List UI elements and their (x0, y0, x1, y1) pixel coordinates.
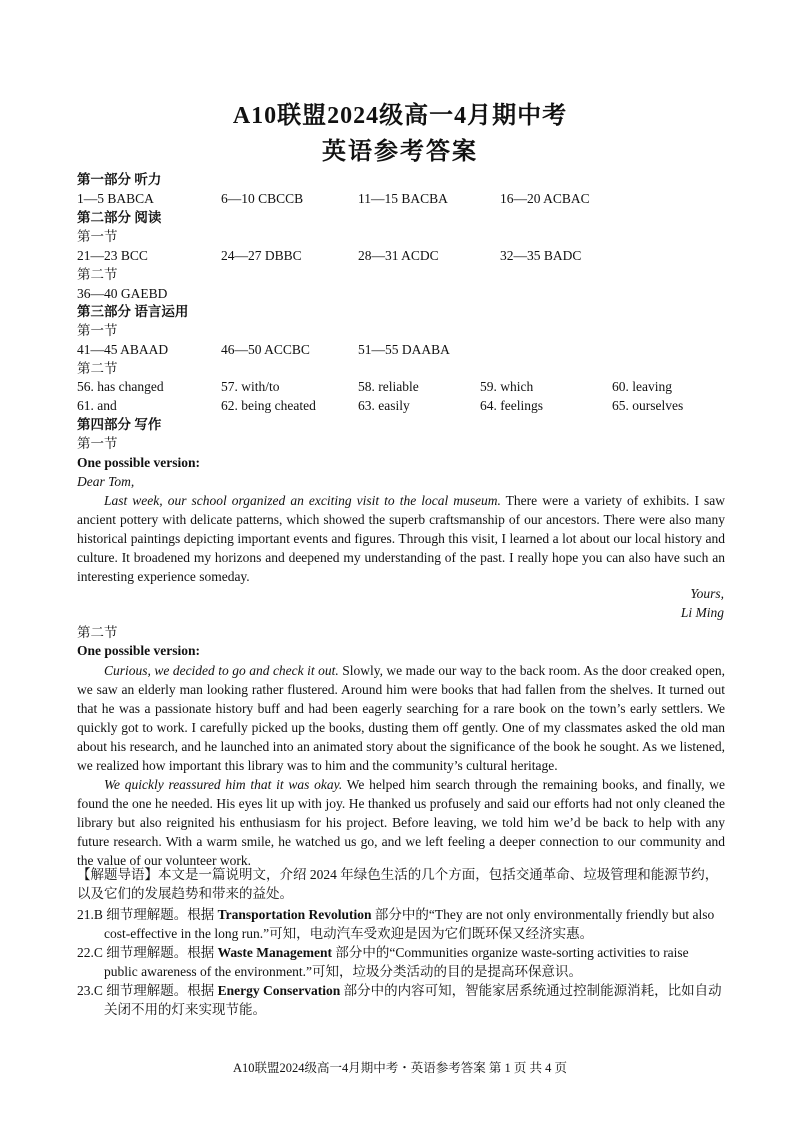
title-exam-name: A10联盟2024级高一4月期中考 (232, 103, 568, 129)
question-22-explanation: 22.C 细节理解题。根据 Waste Management 部分中的“Communities organize waste-sorting activities to raise public awareness of the environment.”可知，垃圾分类活动的目的是提高环保意识。 (77, 945, 689, 979)
section-label: 第二节 (77, 625, 118, 640)
story-p1-body: Slowly, we made our way to the back room. As the door creaked open, we saw an elderly man looking rather flustered. Around him were books that had fallen from the shelves. It turned out that he was a passionate history buff and had been eagerly searching for a rare book on the town’s early settlers. We quickly got to work. I carefully picked up the books, dusting them off gently. One of my classmates asked the old man about his research, and he launched into an animated story about the significance of the book he sought. As we listened, we realized how important this library was to him and the community’s cultural heritage. (77, 663, 725, 773)
title-answer-key: 英语参考答案 (322, 139, 478, 165)
part4-header: 第四部分 写作 (77, 417, 162, 432)
answer-group: 36—40 GAEBD (77, 286, 168, 301)
letter-closing: Yours, (690, 586, 724, 601)
letter-greeting: Dear Tom, (77, 474, 135, 489)
fill-answer: 65. ourselves (612, 398, 684, 413)
answer-group: 41—45 ABAAD (77, 342, 169, 357)
guide-text: 【解题导语】本文是一篇说明文，介绍 2024 年绿色生活的几个方面，包括交通革命、垃圾管理和能源节约，以及它们的发展趋势和带来的益处。 (77, 867, 719, 901)
possible-version-label: One possible version: (77, 455, 201, 470)
fill-answer: 60. leaving (612, 379, 672, 394)
part2-header: 第二部分 阅读 (77, 210, 162, 225)
answer-group: 51—55 DAABA (358, 342, 450, 357)
answer-group: 11—15 BACBA (358, 191, 448, 206)
letter-body (77, 491, 725, 586)
fill-answer: 57. with/to (221, 379, 280, 394)
answer-group: 16—20 ACBAC (500, 191, 590, 206)
story-p1-opening: Curious, we decided to go and check it out. (104, 663, 339, 678)
answer-group: 32—35 BADC (500, 248, 582, 263)
section-label: 第一节 (77, 436, 118, 451)
section-label: 第二节 (77, 267, 118, 282)
answer-group: 21—23 BCC (77, 248, 148, 263)
fill-answer: 62. being cheated (221, 398, 316, 413)
fill-answer: 59. which (480, 379, 534, 394)
answer-group: 28—31 ACDC (358, 248, 439, 263)
page-footer: A10联盟2024级高一4月期中考・英语参考答案 第 1 页 共 4 页 (232, 1061, 568, 1075)
answer-group: 46—50 ACCBC (221, 342, 310, 357)
part3-header: 第三部分 语言运用 (77, 304, 189, 319)
letter-text: There were a variety of exhibits. I saw ancient pottery with delicate patterns, which showed the superb craftsmanship of our ancestors. There were also many historical paintings depicting important events and figures. Through this visit, I learned a lot about our local history and culture. It broadened my horizons and deepened my understanding of the past. I really hope you can also have such an interesting experience someday. (77, 493, 725, 584)
answer-group: 1—5 BABCA (77, 191, 154, 206)
fill-answer: 58. reliable (358, 379, 419, 394)
fill-answer: 64. feelings (480, 398, 543, 413)
story-p2-body: We helped him search through the remaining books, and finally, we found the one he needed. His eyes lit up with joy. He thanked us profusely and said our efforts had not only cleaned the library but also reignited his enthusiasm for his project. Before leaving, we told him we’d be back to help with any future research. With a warm smile, he watched us go, and we left feeling a deeper connection to our community and the value of our volunteer work. (77, 777, 725, 868)
fill-answer: 63. easily (358, 398, 410, 413)
question-21-explanation: 21.B 细节理解题。根据 Transportation Revolution 部分中的“They are not only environmentally friendly but also cost-effective in the long run.”可知，电动汽车受欢迎是因为它们既环保又经济实惠。 (77, 907, 715, 941)
answer-group: 24—27 DBBC (221, 248, 302, 263)
section-label: 第二节 (77, 361, 118, 376)
story-text (77, 661, 725, 870)
story-p2-opening: We quickly reassured him that it was okay. (104, 777, 343, 792)
letter-signature: Li Ming (680, 605, 724, 620)
section-label: 第一节 (77, 229, 118, 244)
section-label: 第一节 (77, 323, 118, 338)
possible-version-label: One possible version: (77, 643, 201, 658)
question-23-explanation: 23.C 细节理解题。根据 Energy Conservation 部分中的内容可知，智能家居系统通过控制能源消耗，比如自动关闭不用的灯来实现节能。 (77, 983, 722, 1017)
part1-header: 第一部分 听力 (77, 172, 162, 187)
answer-group: 6—10 CBCCB (221, 191, 304, 206)
fill-answer: 56. has changed (77, 379, 164, 394)
fill-answer: 61. and (77, 398, 117, 413)
letter-opening: Last week, our school organized an exciting visit to the local museum. (104, 493, 501, 508)
